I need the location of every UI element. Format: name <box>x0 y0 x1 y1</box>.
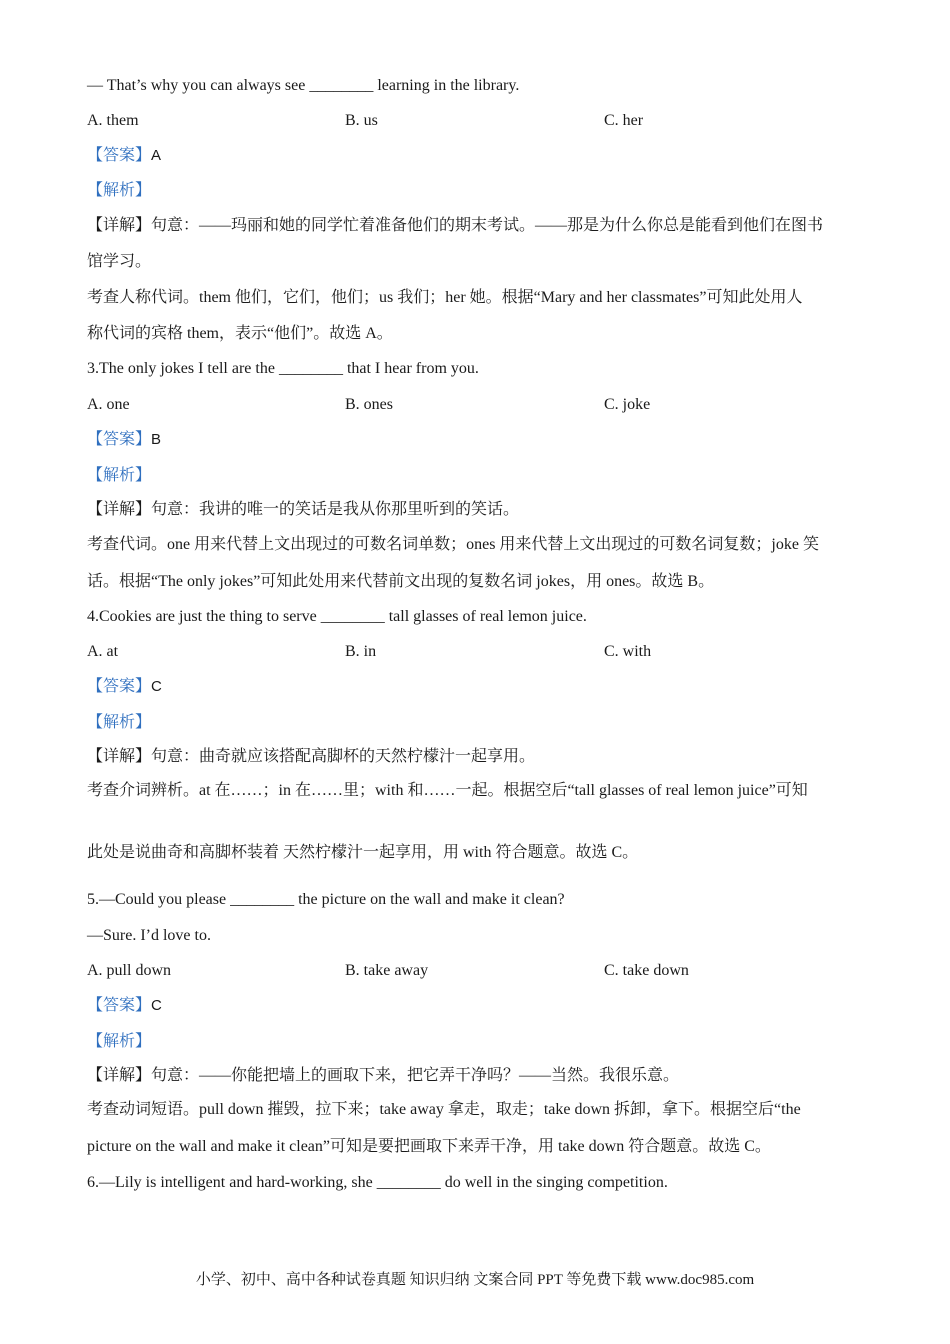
q2-option-a: A. them <box>87 112 139 129</box>
q3-explanation-2: 话。根据“The only jokes”可知此处用来代替前文出现的复数名词 jokes，用 ones。故选 B。 <box>87 573 715 590</box>
q4-explanation-1: 考查介词辨析。at 在……；in 在……里；with 和……一起。根据空后“tall glasses of real lemon juice”可知 <box>87 782 808 799</box>
q5-option-b: B. take away <box>345 962 429 979</box>
q3-detail <box>87 500 519 520</box>
q4-analysis-tag: 【解析】 <box>87 714 152 731</box>
q5-analysis-tag: 【解析】 <box>87 1033 152 1050</box>
q6-question: 6.—Lily is intelligent and hard-working, she ________ do well in the singing competition. <box>87 1174 668 1191</box>
detail-tag: 【详解】 <box>87 217 152 234</box>
q3-option-b: B. ones <box>345 396 393 413</box>
q4-answer <box>87 677 162 697</box>
detail-text: 句意：——玛丽和她的同学忙着准备他们的期末考试。——那是为什么你总是能看到他们在图书 <box>151 217 824 234</box>
q2-analysis-tag: 【解析】 <box>87 182 152 199</box>
q5-explanation-2: picture on the wall and make it clean”可知是要把画取下来弄干净，用 take down 符合题意。故选 C。 <box>87 1138 771 1155</box>
q2-explanation-2: 称代词的宾格 them，表示“他们”。故选 A。 <box>87 325 393 342</box>
q2-option-c: C. her <box>604 112 644 129</box>
answer-tag: 【答案】 <box>87 431 152 448</box>
q3-answer <box>87 430 161 450</box>
detail-tag: 【详解】 <box>87 501 152 518</box>
q5-detail <box>87 1066 679 1086</box>
q5-option-a: A. pull down <box>87 962 171 979</box>
q3-question: 3.The only jokes I tell are the ________ that I hear from you. <box>87 360 479 377</box>
q4-explanation-2: 此处是说曲奇和高脚杯装着 天然柠檬汁一起享用，用 with 符合题意。故选 C。 <box>87 844 639 861</box>
detail-tag: 【详解】 <box>87 1067 152 1084</box>
q2-answer <box>87 146 161 166</box>
answer-tag: 【答案】 <box>87 147 152 164</box>
q2-detail-cont: 馆学习。 <box>87 253 152 270</box>
answer-tag: 【答案】 <box>87 678 152 695</box>
q3-option-a: A. one <box>87 396 130 413</box>
q2-option-b: B. us <box>345 112 378 129</box>
answer-value: B <box>151 431 162 448</box>
q5-option-c: C. take down <box>604 962 689 979</box>
q3-explanation-1: 考查代词。one 用来代替上文出现过的可数名词单数；ones 用来代替上文出现过的可数名词复数；joke 笑 <box>87 536 819 553</box>
q4-option-a: A. at <box>87 643 119 660</box>
q2-explanation-1: 考查人称代词。them 他们，它们，他们；us 我们；her 她。根据“Mary and her classmates”可知此处用人 <box>87 289 803 306</box>
q4-option-c: C. with <box>604 643 652 660</box>
q2-detail <box>87 216 823 236</box>
q3-option-c: C. joke <box>604 396 651 413</box>
q5-answer <box>87 996 162 1016</box>
detail-text: 句意：——你能把墙上的画取下来，把它弄干净吗？——当然。我很乐意。 <box>151 1067 680 1084</box>
q4-option-b: B. in <box>345 643 377 660</box>
answer-value: C <box>151 678 162 695</box>
answer-tag: 【答案】 <box>87 997 152 1014</box>
q5-explanation-1: 考查动词短语。pull down 摧毁，拉下来；take away 拿走，取走；take down 拆卸，拿下。根据空后“the <box>87 1101 801 1118</box>
page-footer: 小学、初中、高中各种试卷真题 知识归纳 文案合同 PPT 等免费下载 www.doc985.com <box>195 1272 755 1288</box>
q5-question: 5.—Could you please ________ the picture on the wall and make it clean? <box>87 891 565 908</box>
q4-detail <box>87 747 535 767</box>
answer-value: C <box>151 997 162 1014</box>
q3-analysis-tag: 【解析】 <box>87 467 152 484</box>
q5-reply: —Sure. I’d love to. <box>87 927 211 944</box>
q2-dialog-line: — That’s why you can always see ________ learning in the library. <box>87 77 520 94</box>
answer-value: A <box>151 147 162 164</box>
detail-text: 句意：我讲的唯一的笑话是我从你那里听到的笑话。 <box>151 501 520 518</box>
detail-text: 句意：曲奇就应该搭配高脚杯的天然柠檬汁一起享用。 <box>151 748 536 765</box>
q4-question: 4.Cookies are just the thing to serve ________ tall glasses of real lemon juice. <box>87 608 587 625</box>
detail-tag: 【详解】 <box>87 748 152 765</box>
